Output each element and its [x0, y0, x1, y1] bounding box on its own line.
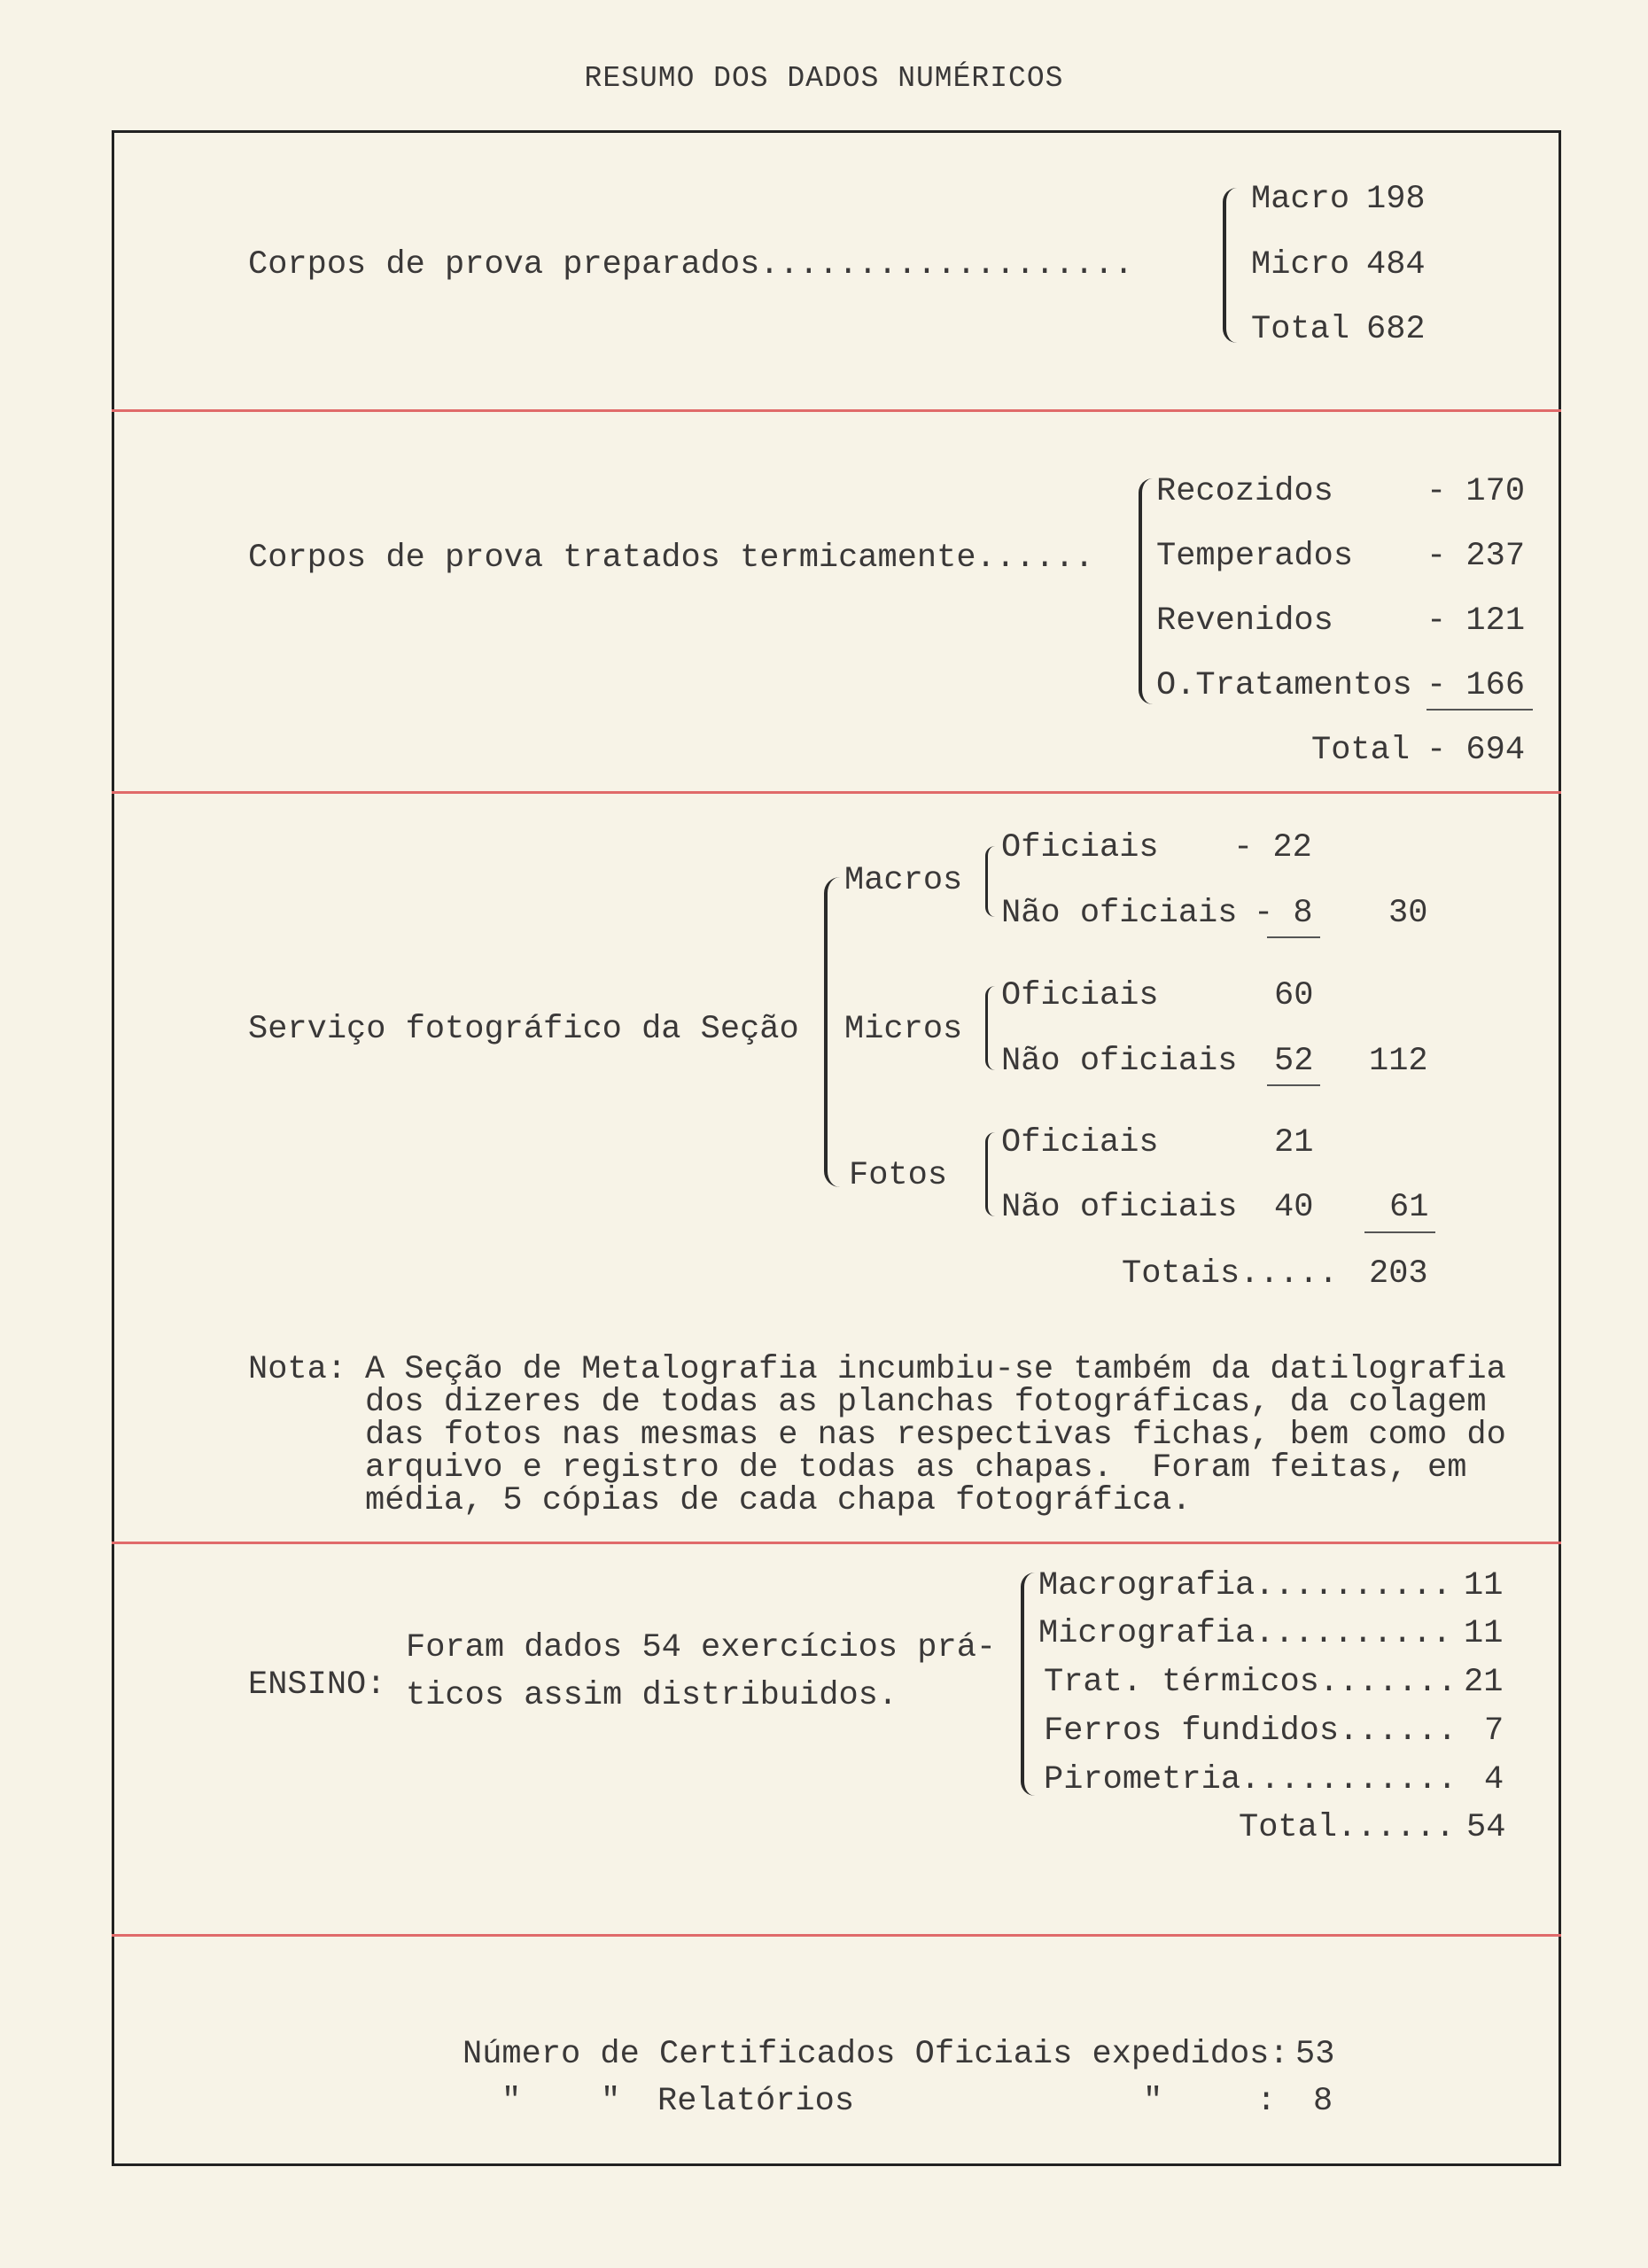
- ensino-desc-line: ticos assim distribuidos.: [406, 1677, 898, 1714]
- row-value: 40: [1274, 1189, 1314, 1226]
- group-name: Fotos: [849, 1157, 948, 1194]
- section-label: Corpos de prova preparados...................: [248, 246, 1134, 284]
- nota-line: arquivo e registro de todas as chapas. Foram feitas, em: [365, 1449, 1467, 1487]
- item-value: - 237: [1426, 538, 1526, 575]
- colon: :: [1256, 2083, 1277, 2120]
- section-label: Serviço fotográfico da Seção: [248, 1011, 799, 1048]
- item-value: 4: [1484, 1761, 1504, 1798]
- page-title: RESUMO DOS DADOS NUMÉRICOS: [584, 62, 1064, 95]
- relatorios-value: 8: [1313, 2083, 1333, 2120]
- item-name: Total: [1251, 311, 1350, 348]
- sum-rule: [1426, 709, 1533, 711]
- item-name: Trat. térmicos.......: [1044, 1664, 1458, 1701]
- total-value: 54: [1466, 1809, 1506, 1846]
- row-name: Oficiais: [1001, 1124, 1159, 1161]
- row-name: Oficiais: [1001, 977, 1159, 1014]
- item-name: Micrografia..........: [1038, 1615, 1452, 1652]
- row-value: 52: [1274, 1043, 1314, 1080]
- item-value: 484: [1366, 246, 1426, 284]
- certificados-label: Número de Certificados Oficiais expedidos:: [463, 2036, 1289, 2073]
- item-name: Macro: [1251, 181, 1350, 218]
- ensino-label: ENSINO:: [248, 1666, 386, 1704]
- brace: [985, 1132, 995, 1216]
- brace: [1139, 478, 1153, 704]
- group-subtotal: 30: [1388, 895, 1428, 932]
- item-name: Temperados: [1156, 538, 1354, 575]
- item-name: O.Tratamentos: [1156, 667, 1412, 704]
- item-name: Revenidos: [1156, 602, 1333, 640]
- brace: [824, 877, 840, 1187]
- item-name: Micro: [1251, 246, 1350, 284]
- group-name: Micros: [844, 1011, 963, 1048]
- item-value: 21: [1464, 1664, 1504, 1701]
- ensino-desc-line: Foram dados 54 exercícios prá-: [406, 1629, 997, 1666]
- row-name: Oficiais: [1001, 829, 1159, 866]
- item-value: 11: [1464, 1567, 1504, 1604]
- separator-3: [112, 1542, 1561, 1544]
- nota-line: dos dizeres de todas as planchas fotográficas, da colagem: [365, 1384, 1487, 1421]
- item-value: 198: [1366, 181, 1426, 218]
- total-label: Total: [1311, 732, 1411, 769]
- item-name: Ferros fundidos......: [1044, 1713, 1458, 1750]
- ditto-mark: ": [501, 2083, 522, 2120]
- nota-line: A Seção de Metalografia incumbiu-se também da datilografia: [365, 1351, 1506, 1388]
- brace: [985, 986, 995, 1070]
- sum-rule: [1267, 1084, 1320, 1086]
- separator-4: [112, 1934, 1561, 1937]
- brace: [1021, 1573, 1035, 1796]
- nota-label: Nota:: [248, 1351, 347, 1388]
- brace: [1223, 188, 1237, 343]
- totals-value: 203: [1369, 1255, 1428, 1293]
- relatorios-label: Relatórios: [657, 2083, 855, 2120]
- item-name: Recozidos: [1156, 473, 1333, 510]
- row-value: 21: [1274, 1124, 1314, 1161]
- separator-2: [112, 791, 1561, 794]
- nota-line: média, 5 cópias de cada chapa fotográfica.: [365, 1482, 1192, 1519]
- nota-line: das fotos nas mesmas e nas respectivas fichas, bem como do: [365, 1417, 1506, 1454]
- item-value: 682: [1366, 311, 1426, 348]
- item-value: - 170: [1426, 473, 1526, 510]
- section-label: Corpos de prova tratados termicamente......: [248, 540, 1094, 577]
- item-name: Pirometria...........: [1044, 1761, 1458, 1798]
- group-subtotal: 61: [1389, 1189, 1429, 1226]
- ditto-mark: ": [601, 2083, 621, 2120]
- sum-rule: [1364, 1231, 1435, 1233]
- row-name: Não oficiais: [1001, 1189, 1238, 1226]
- item-name: Macrografia..........: [1038, 1567, 1452, 1604]
- certificados-value: 53: [1295, 2036, 1335, 2073]
- item-value: 11: [1464, 1615, 1504, 1652]
- row-name: Não oficiais: [1001, 895, 1238, 932]
- group-name: Macros: [844, 862, 963, 899]
- row-value: - 22: [1233, 829, 1312, 866]
- total-label: Total......: [1239, 1809, 1456, 1846]
- row-value: - 8: [1254, 895, 1313, 932]
- item-value: 7: [1484, 1713, 1504, 1750]
- brace: [985, 846, 995, 917]
- item-value: - 166: [1426, 667, 1526, 704]
- totals-label: Totais.....: [1122, 1255, 1339, 1293]
- row-name: Não oficiais: [1001, 1043, 1238, 1080]
- separator-1: [112, 409, 1561, 412]
- ditto-mark: ": [1143, 2083, 1163, 2120]
- sum-rule: [1267, 936, 1320, 938]
- row-value: 60: [1274, 977, 1314, 1014]
- total-value: - 694: [1426, 732, 1526, 769]
- item-value: - 121: [1426, 602, 1526, 640]
- group-subtotal: 112: [1369, 1043, 1428, 1080]
